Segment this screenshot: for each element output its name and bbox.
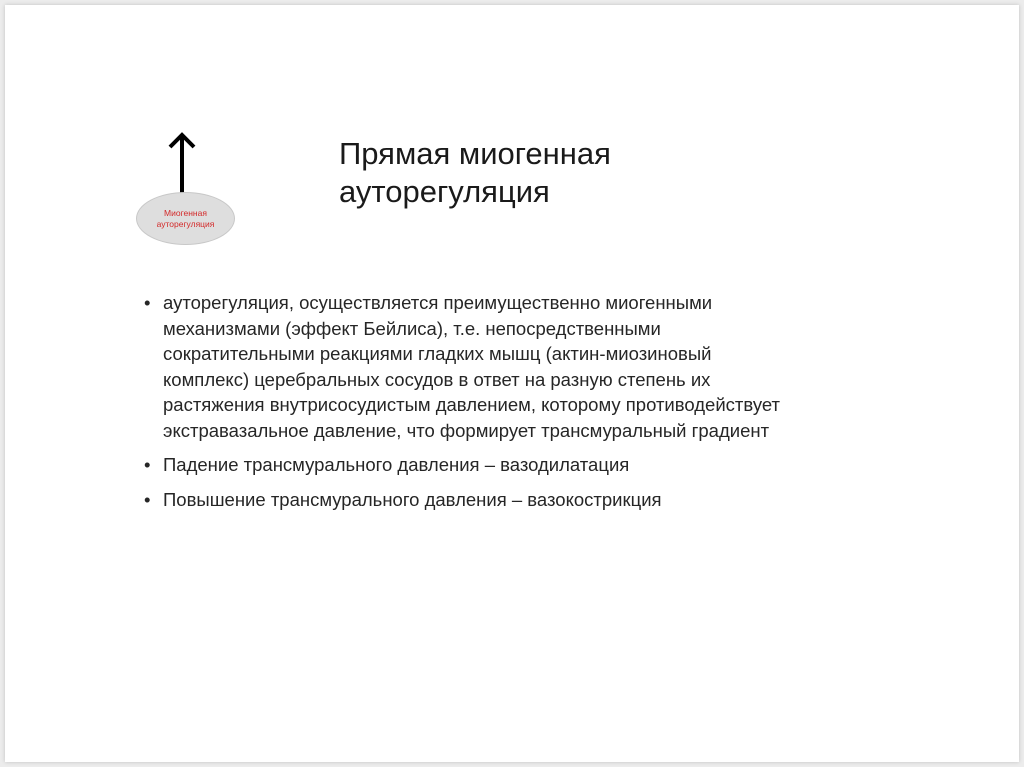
slide-title: [339, 135, 759, 211]
slide: [5, 5, 1019, 762]
title-line: Прямая миогенная: [339, 136, 611, 171]
bullet-item: [141, 487, 971, 513]
bullet-item: [141, 452, 971, 478]
ellipse-label-line: ауторегуляция: [156, 218, 215, 229]
bullet-item: [141, 290, 971, 443]
bullet-text-line: ауторегуляция, осуществляется преимущественно миогенными: [163, 292, 713, 313]
bullet-text-line: растяжения внутрисосудистым давлением, которому противодействует: [163, 394, 781, 415]
ellipse-label-line: Миогенная: [164, 207, 207, 218]
bullet-text-line: сократительными реакциями гладких мышц (актин-миозиновый: [163, 343, 712, 364]
bullet-marker: •: [144, 292, 151, 313]
myogenic-autoregulation-ellipse: [136, 192, 235, 245]
title-line: ауторегуляция: [339, 174, 550, 209]
up-arrow-icon: [162, 130, 202, 198]
bullet-text-line: экстравазальное давление, что формирует трансмуральный градиент: [163, 419, 770, 441]
bullet-text-line: комплекс) церебральных сосудов в ответ на разную степень их: [163, 368, 711, 390]
bullet-text-line: Повышение трансмурального давления – вазокострикция: [163, 488, 662, 510]
bullet-text-line: Падение трансмурального давления – вазодилатация: [163, 454, 630, 475]
bullet-list: [141, 290, 971, 521]
bullet-marker: •: [144, 488, 151, 510]
ellipse-label: [151, 208, 221, 230]
bullet-text-line: механизмами (эффект Бейлиса), т.е. непосредственными: [163, 317, 661, 339]
bullet-marker: •: [144, 454, 151, 475]
